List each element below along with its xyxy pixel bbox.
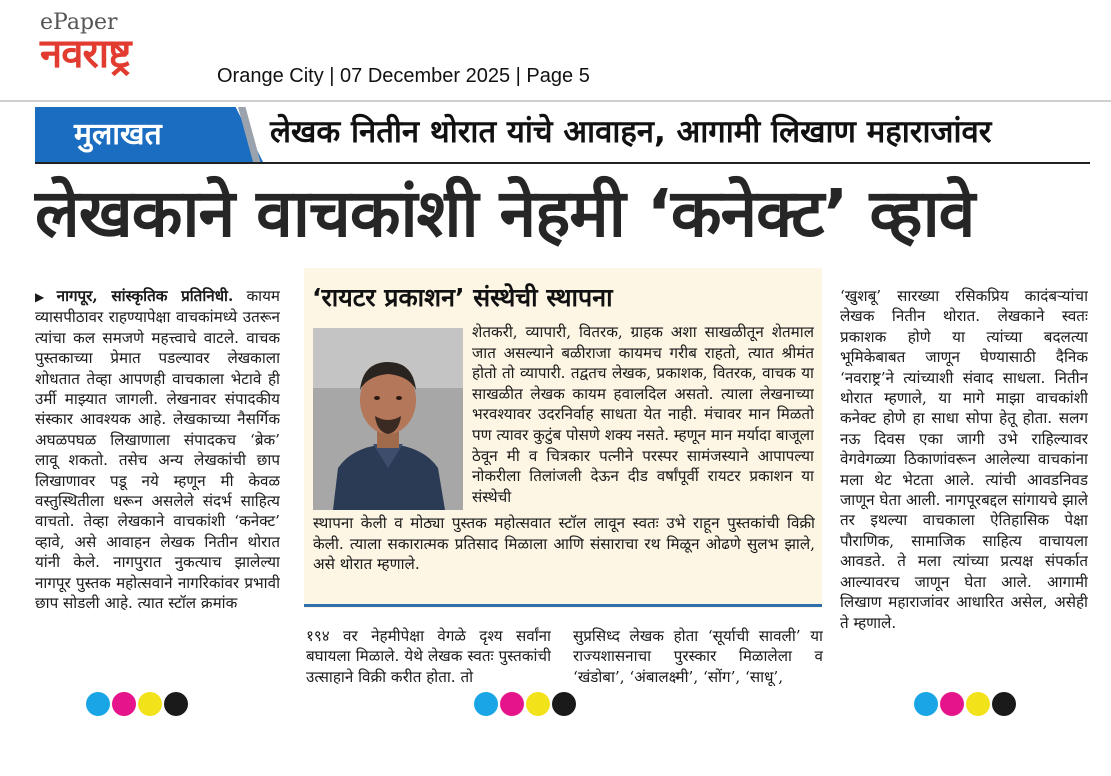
sidebar-bottom-rule (304, 604, 822, 607)
magenta-dot (940, 692, 964, 716)
cyan-dot (914, 692, 938, 716)
sidebar-text-bottom: स्थापना केली व मोठ्या पुस्तक महोत्सवात स्टॉल लावून स्वतः उभे राहून पुस्तकांची विक्री केली. त्याला सकारात्मक प्रतिसाद मिळाला आणि संसाराचा रथ मिळून ओढणे सुलभ झाले, असे थोरात म्हणाले. (313, 514, 815, 574)
sidebar-title: ‘रायटर प्रकाशन’ संस्थेची स्थापना (312, 283, 613, 312)
header-divider (0, 100, 1111, 102)
cyan-dot (86, 692, 110, 716)
kicker-label: मुलाखत (74, 117, 162, 152)
dateline-arrow-icon: ▶ (35, 290, 53, 304)
black-dot (992, 692, 1016, 716)
cyan-dot (474, 692, 498, 716)
article-column-middle-b: सुप्रसिध्द लेखक होता ‘सूर्याची सावली’ या राज्यशासनाचा पुरस्कार मिळालेला व ‘खंडोबा’, ‘अंबालक्ष्मी’, ‘सोंग’, ‘साधू’, (573, 627, 823, 686)
sidebar-text-top: शेतकरी, व्यापारी, वितरक, ग्राहक अशा साखळीतून शेतमाल जात असल्याने बळीराजा कायमच गरीब राहतो, त्यात श्रीमंत होतो तो व्यापारी. तद्वतच लेखक, प्रकाशक, वितरक, वाचक या साखळीत लेखक कायम हवालदिल असतो. त्याला लेखनाच्या भरवश्यावर उदरनिर्वाह साधता येत नाही. मंचावर मान मिळतो पण त्यावर कुटुंब पोसणे शक्य नसते. म्हणून मान मर्यादा बाजूला ठेवून मी व चित्रकार पत्नीने परस्पर सामंजस्याने आपापल्या नोकरीला तिलांजली देऊन दीड वर्षांपूर्वी रायटर प्रकाशन या संस्थेची (472, 323, 814, 506)
black-dot (552, 692, 576, 716)
author-portrait-image (313, 328, 463, 510)
magenta-dot (500, 692, 524, 716)
magenta-dot (112, 692, 136, 716)
yellow-dot (966, 692, 990, 716)
column-left-text: कायम व्यासपीठावर राहण्यापेक्षा वाचकांमध्ये उतरून त्यांचा कल समजणे महत्त्वाचे वाटले. वाचक पुस्तकाच्या प्रेमात पडल्यावर लेखकाला शोधतात तेव्हा आपणही वाचकाला भेटावे ही उर्मी माझ्यात जागली. लेखनावर संपादकीय संस्कार आवश्यक आहे. लेखकाच्या नैसर्गिक अघळपघळ लिखाणाला संपादकच ‘ब्रेक’ लावू शकतो. तसेच अन्य लेखकांची छाप लिखाणावर पडू नये म्हणून मी केवळ वस्तुस्थितीला धरून असलेले संदर्भ साहित्य वाचतो. तेव्हा लेखकाने वाचकांशी ‘कनेक्ट’ व्हावे, असे आवाहन लेखक नितीन थोरात यांनी केले. नागपुरात नुकत्याच झालेल्या नागपूर पुस्तक महोत्सवाने नागरिकांवर प्रभावी छाप सोडली आहे. त्यात स्टॉल क्रमांक (35, 287, 280, 613)
article-column-middle-a: १९४ वर नेहमीपेक्षा वेगळे दृश्य सर्वांना बघायला मिळाले. येथे लेखक स्वतः पुस्तकांची उत्साहाने विक्री करीत होता. तो (306, 627, 551, 686)
dateline: नागपूर, सांस्कृतिक प्रतिनिधी. (56, 287, 234, 305)
author-photo (313, 328, 463, 510)
main-headline: लेखकाने वाचकांशी नेहमी ‘कनेक्ट’ व्हावे (35, 175, 975, 252)
article-column-right: ‘खुशबू’ सारख्या रसिकप्रिय कादंबऱ्यांचा लेखक नितीन थोरात. लेखकाने स्वतः प्रकाशक होणे या त्यांच्या बदलत्या भूमिकेबाबत जाणून घेण्यासाठी दैनिक ‘नवराष्ट्र’ने त्यांच्याशी संवाद साधला. नितीन थोरात म्हणाले, या मागे माझा वाचकांशी कनेक्ट होणे हा साधा सोपा हेतू होता. सलग नऊ दिवस एका जागी उभे राहिल्यावर वेगवेगळ्या ठिकाणांवरून आलेल्या वाचकांना मला थेट भेटता आले. त्यांची आवडनिवड जाणून घेता आली. नागपूरबद्दल सांगायचे झाले तर इथल्या वाचकाला ऐतिहासिक पेक्षा पौराणिक, सामाजिक साहित्य वाचायला आवडते. ते मला त्यांच्या प्रत्यक्ष संपर्कात आल्यावरच जाणून घेता आले. आगामी लिखाण महाराजांवर आधारित असेल, असेही ते म्हणाले. (840, 287, 1088, 632)
registration-marks-middle (474, 692, 576, 718)
epaper-label: ePaper (40, 10, 118, 35)
newspaper-logo: नवराष्ट्र (40, 31, 131, 77)
kicker-divider (35, 162, 1090, 164)
masthead (40, 10, 240, 80)
article-column-left (35, 286, 280, 690)
registration-marks-right (914, 692, 1016, 718)
yellow-dot (138, 692, 162, 716)
registration-marks-left (86, 692, 188, 718)
black-dot (164, 692, 188, 716)
kicker-headline: लेखक नितीन थोरात यांचे आवाहन, आगामी लिखाण महाराजांवर (270, 114, 992, 150)
edition-line: Orange City | 07 December 2025 | Page 5 (217, 65, 590, 87)
yellow-dot (526, 692, 550, 716)
